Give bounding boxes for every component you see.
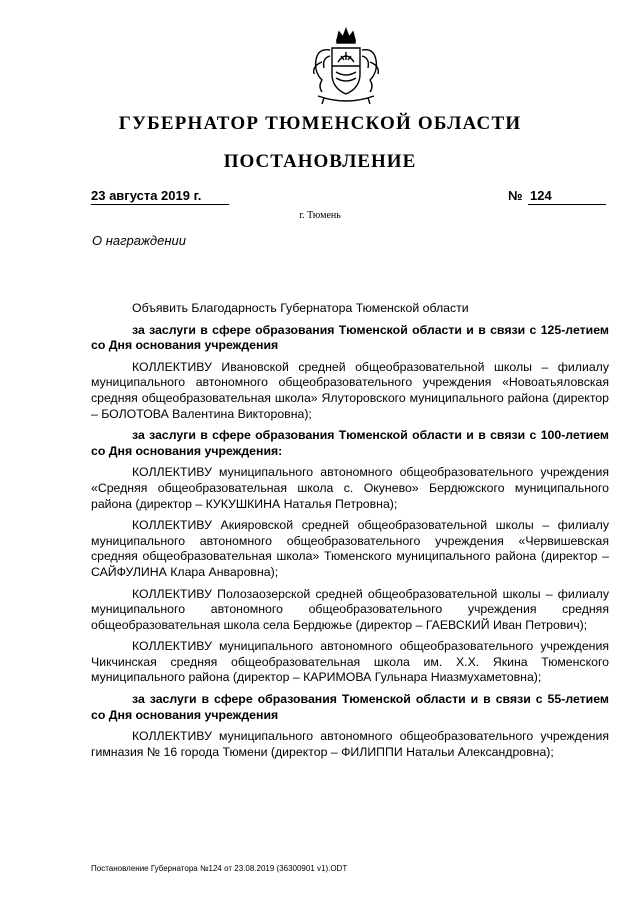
city-label: г. Тюмень bbox=[299, 210, 341, 221]
award-item: КОЛЛЕКТИВУ муниципального автономного общеобразовательного учреждения Чикчинская средняя общеобразовательная школа им. Х.Х. Якина Тюменского муниципального района (директор – КАРИМОВА Гульнара Ниазмухаметовна); bbox=[91, 639, 609, 685]
section-heading: за заслуги в сфере образования Тюменской области и в связи с 125-летием со Дня основания учреждения bbox=[91, 322, 609, 353]
tyumen-region-coat-of-arms-icon bbox=[308, 26, 384, 108]
document-type-title: ПОСТАНОВЛЕНИЕ bbox=[223, 151, 417, 172]
footer-filename: Постановление Губернатора №124 от 23.08.2019 (36300901 v1).ODT bbox=[91, 864, 348, 873]
document-body bbox=[91, 301, 609, 760]
number-sign: № bbox=[508, 188, 523, 203]
award-item: КОЛЛЕКТИВУ муниципального автономного общеобразовательного учреждения гимназия № 16 города Тюмени (директор – ФИЛИППИ Натальи Александровна); bbox=[91, 729, 609, 759]
document-subject: О награждении bbox=[92, 233, 186, 248]
section-heading: за заслуги в сфере образования Тюменской области и в связи с 55-летием со Дня основания учреждения bbox=[91, 692, 609, 722]
award-item: КОЛЛЕКТИВУ Акияровской средней общеобразовательной школы – филиалу муниципального автономного общеобразовательного учреждения «Червишевская средняя общеобразовательная школа» Тюменского муниципального района (директор – САЙФУЛИНА Клара Анваровна); bbox=[91, 518, 609, 579]
award-item: КОЛЛЕКТИВУ муниципального автономного общеобразовательного учреждения «Средняя общеобразовательная школа с. Окунево» Бердюжского муниципального района (директор – КУКУШКИНА Наталья Петровна); bbox=[91, 465, 609, 511]
award-item: КОЛЛЕКТИВУ Полозаозерской средней общеобразовательной школы – филиалу муниципального автономного общеобразовательного учреждения средняя общеобразовательная школа села Бердюжье (директор – ГАЕВСКИЙ Иван Петрович); bbox=[91, 586, 609, 632]
document-date: 23 августа 2019 г. bbox=[91, 188, 229, 205]
award-item: КОЛЛЕКТИВУ Ивановской средней общеобразовательной школы – филиалу муниципального автономного общеобразовательного учреждения «Новоатьяловская средняя общеобразовательная школа» Ялуторовского муниципального района (директор – БОЛОТОВА Валентина Викторовна); bbox=[91, 359, 609, 421]
section-heading: за заслуги в сфере образования Тюменской области и в связи с 100-летием со Дня основания учреждения: bbox=[91, 428, 609, 458]
document-number: 124 bbox=[528, 188, 606, 205]
intro-paragraph: Объявить Благодарность Губернатора Тюменской области bbox=[132, 301, 469, 315]
governor-title: ГУБЕРНАТОР ТЮМЕНСКОЙ ОБЛАСТИ bbox=[118, 113, 522, 134]
